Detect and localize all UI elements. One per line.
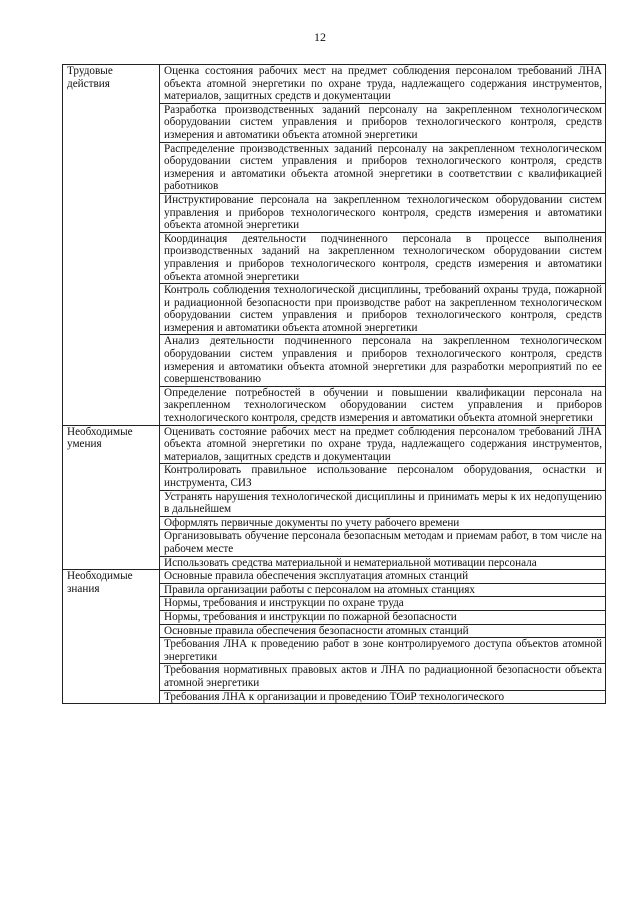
table-cell-item: Правила организации работы с персоналом на атомных станциях xyxy=(160,583,606,597)
table-row xyxy=(63,570,606,584)
table-cell-item: Основные правила обеспечения безопасности атомных станций xyxy=(160,624,606,638)
table-cell-item: Устранять нарушения технологической дисциплины и принимать меры к их недопущению в дальнейшем xyxy=(160,490,606,516)
table-cell-item: Основные правила обеспечения эксплуатация атомных станций xyxy=(160,570,606,584)
table-cell-item: Нормы, требования и инструкции по пожарной безопасности xyxy=(160,610,606,624)
requirements-table-body xyxy=(63,65,606,704)
table-cell-item: Инструктирование персонала на закрепленном технологическом оборудовании систем управления и приборов технологического контроля, средств измерения и автоматики объекта атомной энергетики xyxy=(160,193,606,232)
table-cell-item: Координация деятельности подчиненного персонала в процессе выполнения производственных заданий на закрепленном технологическом оборудовании систем управления и приборов технологического контроля, средств измерения и автоматики объекта атомной энергетики xyxy=(160,232,606,283)
section-label-labor-actions: Трудовые действия xyxy=(63,65,160,426)
table-cell-item: Оценка состояния рабочих мест на предмет соблюдения персоналом требований ЛНА объекта атомной энергетики по охране труда, надлежащего содержания инструментов, материалов, защитных средств и документации xyxy=(160,65,606,104)
table-cell-item: Анализ деятельности подчиненного персонала на закрепленном технологическом оборудовании систем управления и приборов технологического контроля, средств измерения и автоматики объекта атомной энергетики для разработки мероприятий по ее совершенствованию xyxy=(160,335,606,386)
table-cell-item: Требования ЛНА к проведению работ в зоне контролируемого доступа объектов атомной энергетики xyxy=(160,638,606,664)
table-cell-item: Распределение производственных заданий персоналу на закрепленном технологическом оборудовании систем управления и приборов технологического контроля, средств измерения и автоматики объекта атомной энергетики в соответствии с квалификацией работников xyxy=(160,142,606,193)
table-cell-item: Организовывать обучение персонала безопасным методам и приемам работ, в том числе на рабочем месте xyxy=(160,530,606,556)
requirements-table xyxy=(62,64,606,704)
table-cell-item: Требования ЛНА к организации и проведению ТОиР технологического xyxy=(160,690,606,704)
table-cell-item: Оформлять первичные документы по учету рабочего времени xyxy=(160,516,606,530)
table-row xyxy=(63,65,606,104)
table-cell-item: Нормы, требования и инструкции по охране труда xyxy=(160,597,606,611)
table-cell-item: Оценивать состояние рабочих мест на предмет соблюдения персоналом требований ЛНА объекта атомной энергетики по охране труда, надлежащего содержания инструментов, материалов, защитных средств и документации xyxy=(160,425,606,464)
table-cell-item: Разработка производственных заданий персоналу на закрепленном технологическом оборудовании систем управления и приборов технологического контроля, средств измерения и автоматики объекта атомной энергетики xyxy=(160,103,606,142)
page-number: 12 xyxy=(314,30,326,44)
table-row xyxy=(63,425,606,464)
table-cell-item: Использовать средства материальной и нематериальной мотивации персонала xyxy=(160,556,606,570)
table-cell-item: Определение потребностей в обучении и повышении квалификации персонала на закрепленном технологическом оборудовании систем управления и приборов технологического контроля, средств измерения и автоматики объекта атомной энергетики xyxy=(160,386,606,425)
table-cell-item: Требования нормативных правовых актов и ЛНА по радиационной безопасности объекта атомной энергетики xyxy=(160,664,606,690)
table-cell-item: Контролировать правильное использование персоналом оборудования, оснастки и инструмента, СИЗ xyxy=(160,464,606,490)
table-cell-item: Контроль соблюдения технологической дисциплины, требований охраны труда, пожарной и радиационной безопасности при производстве работ на закрепленном технологическом оборудовании систем управления и приборов технологического контроля, средств измерения и автоматики объекта атомной энергетики xyxy=(160,284,606,335)
section-label-required-knowledge: Необходимые знания xyxy=(63,570,160,704)
section-label-required-skills: Необходимые умения xyxy=(63,425,160,570)
